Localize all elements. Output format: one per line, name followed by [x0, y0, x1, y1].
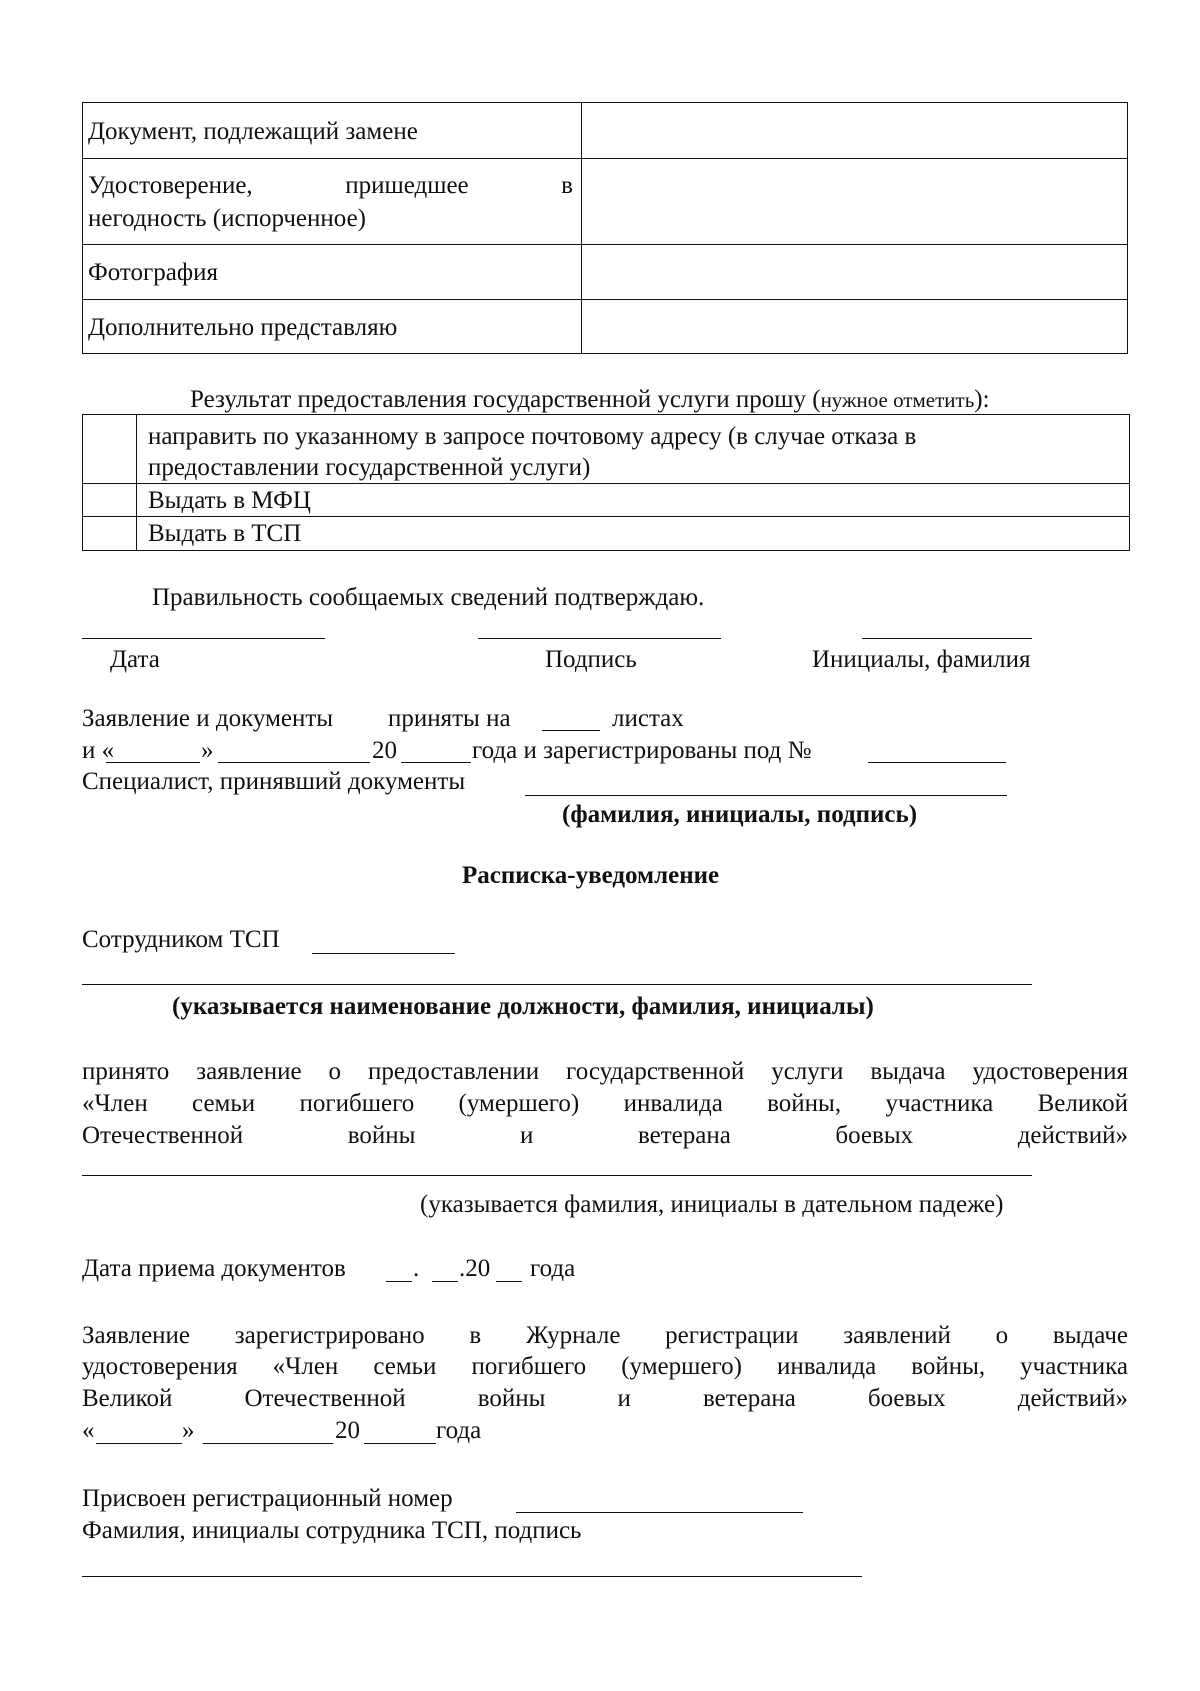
accepted-line2-text: 20	[372, 737, 397, 764]
accepted-line1-text: приняты на	[388, 705, 511, 732]
reg-date-suffix: года	[436, 1417, 482, 1444]
receipt-paragraph-line: «Член семьи погибшего (умершего) инвалида войны, участника Великой	[82, 1090, 1128, 1117]
result-heading-main: Результат предоставления государственной услуги прошу (	[190, 386, 821, 413]
accepted-line1-text: листах	[612, 705, 684, 732]
table-row-value-field[interactable]	[584, 104, 1126, 156]
reg-year-prefix: 20	[335, 1417, 360, 1444]
receipt-paragraph-line: Великой Отечественной войны и ветерана боевых действий»	[82, 1385, 1128, 1412]
employee-sign-label: Фамилия, инициалы сотрудника ТСП, подпись	[82, 1517, 582, 1544]
receipt-date-separator: .20	[459, 1255, 491, 1282]
documents-table-row-line	[82, 158, 1128, 159]
receipt-paragraph-line: принято заявление о предоставлении государственной услуги выдача удостоверения	[82, 1058, 1128, 1085]
receipt-date-suffix: года	[530, 1255, 576, 1282]
specialist-label: Специалист, принявший документы	[82, 768, 466, 795]
regnum-label: Присвоен регистрационный номер	[82, 1485, 453, 1512]
employee-sign-field[interactable]	[82, 1576, 862, 1577]
table-row-value-field[interactable]	[584, 301, 1126, 352]
employee-label: Сотрудником ТСП	[82, 926, 280, 953]
receipt-month-field[interactable]	[432, 1281, 458, 1282]
applicant-name-caption: (указывается фамилия, инициалы в дательном падеже)	[420, 1191, 1004, 1218]
reg-year-field[interactable]	[364, 1443, 436, 1444]
receipt-paragraph-line: Отечественной войны и ветерана боевых действий»	[82, 1122, 1128, 1149]
accepted-line2-text: и «	[82, 737, 115, 764]
regnum-field[interactable]	[516, 1512, 803, 1513]
receipt-day-field[interactable]	[386, 1281, 412, 1282]
result-options-row-line	[82, 483, 1130, 484]
option-mail-checkbox[interactable]	[83, 416, 137, 482]
result-heading	[190, 384, 990, 416]
specialist-field[interactable]	[525, 795, 1007, 796]
result-heading-note: нужное отметить	[820, 388, 975, 412]
table-row-label: Дополнительно представляю	[88, 314, 398, 341]
option-mfc-checkbox[interactable]	[83, 485, 137, 515]
option-tsp-label: Выдать в ТСП	[148, 520, 302, 547]
name-signature-line[interactable]	[862, 638, 1032, 639]
specialist-caption: (фамилия, инициалы, подпись)	[562, 801, 918, 828]
confirmation-text: Правильность сообщаемых сведений подтверждаю.	[152, 584, 705, 611]
option-mfc-label: Выдать в МФЦ	[148, 487, 311, 514]
accepted-line1-text: Заявление и документы	[82, 705, 334, 732]
receipt-date-label: Дата приема документов	[82, 1255, 346, 1282]
table-row-value-field[interactable]	[584, 246, 1126, 297]
reg-date-quote: »	[182, 1417, 195, 1444]
option-mail-label: предоставлении государственной услуги)	[148, 454, 591, 481]
receipt-paragraph-line: удостоверения «Член семьи погибшего (умершего) инвалида войны, участника	[82, 1353, 1128, 1380]
receipt-year-field[interactable]	[496, 1281, 522, 1282]
signature-caption: Подпись	[545, 646, 637, 673]
date-signature-line[interactable]	[82, 638, 325, 639]
documents-table-row-line	[82, 244, 1128, 245]
accepted-line2-text: года и зарегистрированы под №	[472, 737, 812, 764]
reg-month-field[interactable]	[203, 1443, 333, 1444]
table-row-label: Документ, подлежащий замене	[88, 118, 418, 145]
table-row-label: Удостоверение, пришедшее в	[88, 172, 573, 199]
month-field[interactable]	[218, 762, 370, 763]
applicant-name-field[interactable]	[82, 1175, 1032, 1176]
table-row-label: Фотография	[88, 259, 218, 286]
signature-line[interactable]	[478, 638, 721, 639]
year-field[interactable]	[401, 762, 471, 763]
date-caption: Дата	[110, 646, 160, 673]
result-options-row-line	[82, 516, 1130, 517]
employee-caption: (указывается наименование должности, фамилия, инициалы)	[172, 993, 874, 1020]
receipt-title: Расписка-уведомление	[462, 862, 720, 889]
receipt-date-separator: .	[413, 1255, 420, 1282]
sheets-count-field[interactable]	[542, 730, 600, 731]
reg-date-quote: «	[82, 1417, 95, 1444]
option-mail-label: направить по указанному в запросе почтовому адресу (в случае отказа в	[148, 423, 917, 450]
registration-number-field[interactable]	[868, 762, 1006, 763]
day-field[interactable]	[106, 762, 200, 763]
table-row-value-field[interactable]	[584, 160, 1126, 242]
employee-full-field[interactable]	[82, 984, 1032, 985]
table-row-label: негодность (испорченное)	[88, 205, 366, 232]
employee-field[interactable]	[312, 953, 455, 954]
reg-day-field[interactable]	[96, 1443, 182, 1444]
receipt-paragraph-line: Заявление зарегистрировано в Журнале регистрации заявлений о выдаче	[82, 1322, 1128, 1349]
documents-table-divider	[581, 102, 582, 354]
accepted-line2-text: »	[201, 737, 214, 764]
name-caption: Инициалы, фамилия	[812, 646, 1031, 673]
documents-table-row-line	[82, 299, 1128, 300]
option-tsp-checkbox[interactable]	[83, 518, 137, 549]
result-heading-end: ):	[974, 386, 990, 413]
